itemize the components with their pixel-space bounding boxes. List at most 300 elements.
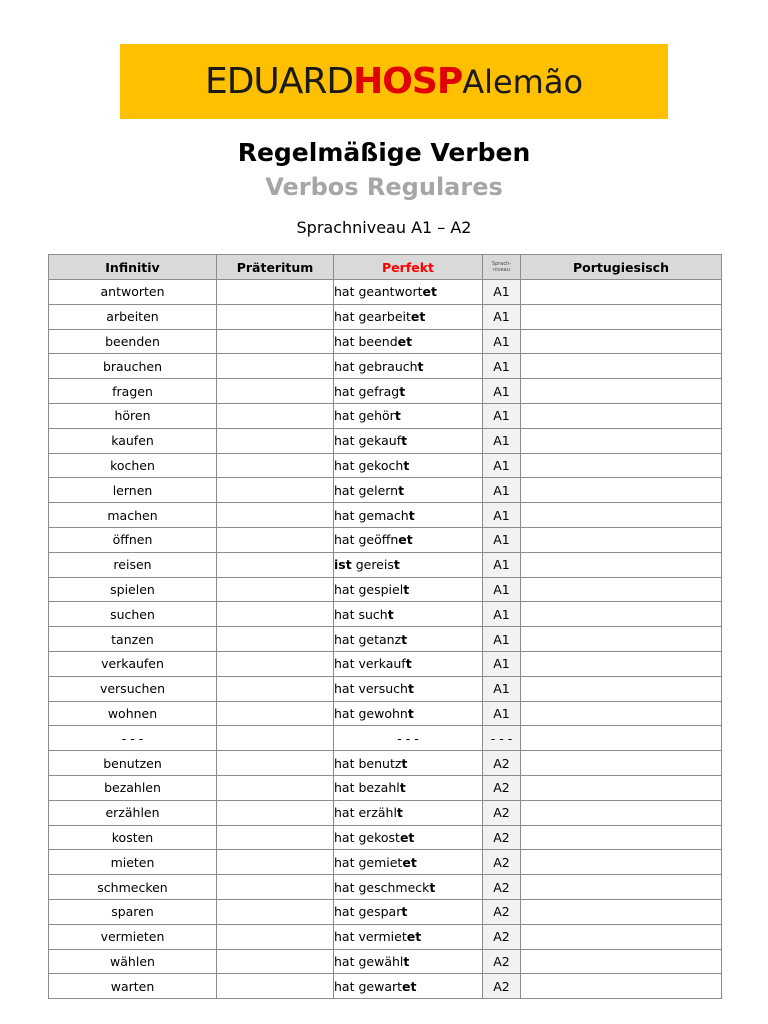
perfekt-stem: gebrauch: [358, 358, 418, 374]
table-row: [49, 280, 722, 305]
table-row: [49, 428, 722, 453]
portugiesisch-cell: [521, 428, 722, 453]
header-portugiesisch: Portugiesisch: [521, 255, 722, 280]
perfekt-aux: hat: [334, 333, 355, 349]
infinitiv-cell: [49, 577, 217, 602]
perfekt-ending: t: [399, 383, 406, 399]
perfekt-aux: hat: [334, 705, 355, 721]
perfekt-stem: - - -: [397, 730, 419, 746]
perfekt-cell: [334, 403, 483, 428]
level-text: A1: [493, 408, 510, 424]
table-row: [49, 627, 722, 652]
infinitiv-text: arbeiten: [106, 309, 159, 325]
portugiesisch-cell: [521, 875, 722, 900]
perfekt-aux: ist: [334, 557, 352, 573]
portugiesisch-cell: [521, 701, 722, 726]
praeteritum-cell: [217, 676, 334, 701]
level-cell: [483, 552, 521, 577]
perfekt-ending: t: [387, 606, 394, 622]
level-text: A1: [493, 457, 510, 473]
brand-part-alemao: Alemão: [462, 63, 584, 101]
table-row: [49, 974, 722, 999]
infinitiv-cell: [49, 552, 217, 577]
praeteritum-cell: [217, 949, 334, 974]
perfekt-ending: t: [401, 631, 408, 647]
perfekt-stem: vermiet: [358, 929, 407, 945]
perfekt-aux: hat: [334, 606, 355, 622]
level-cell: [483, 379, 521, 404]
level-text: A1: [493, 705, 510, 721]
infinitiv-text: benutzen: [103, 755, 162, 771]
portugiesisch-cell: [521, 651, 722, 676]
level-text: A1: [493, 482, 510, 498]
perfekt-cell: [334, 701, 483, 726]
perfekt-ending: t: [403, 953, 410, 969]
perfekt-aux: hat: [334, 284, 355, 300]
perfekt-stem: gemach: [358, 507, 409, 523]
portugiesisch-cell: [521, 627, 722, 652]
perfekt-ending: et: [402, 854, 417, 870]
level-text: A2: [493, 780, 510, 796]
perfekt-ending: t: [407, 681, 414, 697]
praeteritum-cell: [217, 577, 334, 602]
perfekt-ending: t: [399, 780, 406, 796]
infinitiv-text: öffnen: [112, 532, 153, 548]
perfekt-cell: [334, 949, 483, 974]
portugiesisch-cell: [521, 924, 722, 949]
portugiesisch-cell: [521, 676, 722, 701]
perfekt-ending: t: [401, 433, 408, 449]
perfekt-stem: gewähl: [358, 953, 404, 969]
perfekt-stem: gekost: [358, 829, 400, 845]
infinitiv-text: verkaufen: [101, 656, 164, 672]
perfekt-cell: [334, 850, 483, 875]
portugiesisch-cell: [521, 577, 722, 602]
perfekt-aux: hat: [334, 904, 355, 920]
portugiesisch-cell: [521, 304, 722, 329]
perfekt-stem: verkauf: [358, 656, 406, 672]
portugiesisch-cell: [521, 949, 722, 974]
infinitiv-text: kaufen: [111, 433, 154, 449]
perfekt-aux: hat: [334, 309, 355, 325]
perfekt-aux: hat: [334, 953, 355, 969]
level-cell: [483, 850, 521, 875]
portugiesisch-cell: [521, 726, 722, 751]
level-text: A1: [493, 581, 510, 597]
perfekt-ending: t: [398, 482, 405, 498]
perfekt-ending: t: [401, 904, 408, 920]
perfekt-cell: [334, 974, 483, 999]
perfekt-cell: [334, 651, 483, 676]
perfekt-stem: gemiet: [358, 854, 403, 870]
praeteritum-cell: [217, 329, 334, 354]
infinitiv-text: lernen: [112, 482, 153, 498]
level-text: A1: [493, 681, 510, 697]
perfekt-stem: bezahl: [358, 780, 400, 796]
perfekt-stem: gearbeit: [358, 309, 411, 325]
infinitiv-cell: [49, 974, 217, 999]
verbs-table: [48, 254, 722, 999]
brand-part-hosp: HOSP: [353, 61, 463, 102]
infinitiv-text: kochen: [110, 457, 155, 473]
infinitiv-text: vermieten: [100, 929, 165, 945]
perfekt-ending: t: [403, 581, 410, 597]
table-row: [49, 751, 722, 776]
perfekt-stem: beend: [358, 333, 398, 349]
praeteritum-cell: [217, 651, 334, 676]
perfekt-stem: benutz: [358, 755, 402, 771]
infinitiv-cell: [49, 651, 217, 676]
perfekt-cell: [334, 899, 483, 924]
perfekt-ending: t: [417, 358, 424, 374]
infinitiv-cell: [49, 825, 217, 850]
perfekt-stem: gespar: [358, 904, 402, 920]
header-perfekt: Perfekt: [334, 255, 483, 280]
perfekt-cell: [334, 428, 483, 453]
perfekt-cell: [334, 552, 483, 577]
perfekt-ending: t: [405, 656, 412, 672]
table-row: [49, 825, 722, 850]
table-row: [49, 453, 722, 478]
level-text: A2: [493, 953, 510, 969]
perfekt-cell: [334, 329, 483, 354]
infinitiv-cell: [49, 899, 217, 924]
table-row: [49, 651, 722, 676]
level-cell: [483, 428, 521, 453]
infinitiv-cell: [49, 304, 217, 329]
perfekt-cell: [334, 676, 483, 701]
perfekt-ending: et: [398, 532, 413, 548]
level-text: A2: [493, 978, 510, 994]
level-text: A2: [493, 805, 510, 821]
praeteritum-cell: [217, 379, 334, 404]
infinitiv-cell: [49, 850, 217, 875]
praeteritum-cell: [217, 701, 334, 726]
perfekt-aux: hat: [334, 929, 355, 945]
perfekt-stem: gewohn: [358, 705, 408, 721]
infinitiv-text: reisen: [113, 557, 152, 573]
portugiesisch-cell: [521, 329, 722, 354]
perfekt-aux: hat: [334, 854, 355, 870]
infinitiv-cell: [49, 924, 217, 949]
level-cell: [483, 304, 521, 329]
page-subtitle: Verbos Regulares: [265, 173, 503, 201]
table-header-row: [49, 255, 722, 280]
perfekt-stem: gekauf: [358, 433, 402, 449]
logo-banner: [120, 44, 668, 119]
level-text: - - -: [490, 730, 513, 746]
portugiesisch-cell: [521, 354, 722, 379]
praeteritum-cell: [217, 974, 334, 999]
praeteritum-cell: [217, 751, 334, 776]
table-row: [49, 924, 722, 949]
portugiesisch-cell: [521, 453, 722, 478]
perfekt-cell: [334, 478, 483, 503]
infinitiv-text: hören: [114, 408, 151, 424]
level-text: A2: [493, 854, 510, 870]
level-cell: [483, 974, 521, 999]
brand-logo: [205, 61, 583, 102]
level-cell: [483, 800, 521, 825]
infinitiv-cell: [49, 775, 217, 800]
infinitiv-cell: [49, 403, 217, 428]
level-text: A2: [493, 929, 510, 945]
level-cell: [483, 651, 521, 676]
praeteritum-cell: [217, 875, 334, 900]
level-cell: [483, 354, 521, 379]
level-text: A1: [493, 383, 510, 399]
infinitiv-cell: [49, 428, 217, 453]
infinitiv-cell: [49, 701, 217, 726]
perfekt-ending: t: [403, 457, 410, 473]
portugiesisch-cell: [521, 974, 722, 999]
table-row: [49, 602, 722, 627]
perfekt-stem: gekoch: [358, 457, 404, 473]
perfekt-aux: hat: [334, 656, 355, 672]
infinitiv-text: tanzen: [111, 631, 154, 647]
level-text: A1: [493, 333, 510, 349]
table-row: [49, 527, 722, 552]
perfekt-cell: [334, 354, 483, 379]
perfekt-stem: gereis: [355, 557, 394, 573]
level-cell: [483, 403, 521, 428]
perfekt-ending: t: [408, 507, 415, 523]
perfekt-aux: hat: [334, 805, 355, 821]
praeteritum-cell: [217, 304, 334, 329]
praeteritum-cell: [217, 403, 334, 428]
level-cell: [483, 627, 521, 652]
perfekt-stem: versuch: [358, 681, 408, 697]
portugiesisch-cell: [521, 280, 722, 305]
perfekt-aux: hat: [334, 581, 355, 597]
table-row: [49, 899, 722, 924]
perfekt-cell: [334, 304, 483, 329]
infinitiv-text: mieten: [110, 854, 155, 870]
praeteritum-cell: [217, 850, 334, 875]
infinitiv-text: - - -: [121, 730, 144, 746]
perfekt-cell: [334, 503, 483, 528]
level-cell: [483, 726, 521, 751]
level-cell: [483, 478, 521, 503]
perfekt-cell: [334, 379, 483, 404]
table-row: [49, 949, 722, 974]
level-text: A1: [493, 433, 510, 449]
perfekt-aux: hat: [334, 631, 355, 647]
perfekt-cell: [334, 602, 483, 627]
level-cell: [483, 527, 521, 552]
infinitiv-cell: [49, 379, 217, 404]
table-row: [49, 354, 722, 379]
infinitiv-cell: [49, 751, 217, 776]
level-cell: [483, 280, 521, 305]
infinitiv-cell: [49, 875, 217, 900]
portugiesisch-cell: [521, 899, 722, 924]
perfekt-aux: hat: [334, 978, 355, 994]
infinitiv-text: suchen: [110, 606, 155, 622]
portugiesisch-cell: [521, 850, 722, 875]
level-text: A2: [493, 879, 510, 895]
brand-part-eduard: EDUARD: [204, 61, 354, 102]
level-text: A1: [493, 358, 510, 374]
table-row: [49, 379, 722, 404]
infinitiv-cell: [49, 602, 217, 627]
praeteritum-cell: [217, 527, 334, 552]
perfekt-cell: [334, 527, 483, 552]
perfekt-stem: gewart: [358, 978, 403, 994]
praeteritum-cell: [217, 354, 334, 379]
table-row: [49, 403, 722, 428]
perfekt-aux: hat: [334, 780, 355, 796]
portugiesisch-cell: [521, 403, 722, 428]
level-text: A1: [493, 532, 510, 548]
perfekt-stem: gespiel: [358, 581, 404, 597]
infinitiv-text: wohnen: [107, 705, 158, 721]
perfekt-cell: [334, 924, 483, 949]
perfekt-cell: [334, 751, 483, 776]
praeteritum-cell: [217, 775, 334, 800]
infinitiv-cell: [49, 453, 217, 478]
portugiesisch-cell: [521, 751, 722, 776]
praeteritum-cell: [217, 280, 334, 305]
level-cell: [483, 924, 521, 949]
praeteritum-cell: [217, 924, 334, 949]
portugiesisch-cell: [521, 503, 722, 528]
infinitiv-text: kosten: [111, 829, 154, 845]
header-sprachniveau-line2: niveau: [493, 267, 510, 273]
table-row: [49, 726, 722, 751]
perfekt-cell: [334, 280, 483, 305]
infinitiv-text: erzählen: [105, 805, 160, 821]
level-cell: [483, 453, 521, 478]
perfekt-cell: [334, 726, 483, 751]
infinitiv-text: wählen: [110, 953, 155, 969]
infinitiv-text: machen: [107, 507, 158, 523]
perfekt-ending: t: [394, 408, 401, 424]
perfekt-stem: such: [358, 606, 388, 622]
header-sprachniveau: [483, 255, 521, 280]
perfekt-aux: hat: [334, 681, 355, 697]
table-row: [49, 503, 722, 528]
praeteritum-cell: [217, 428, 334, 453]
praeteritum-cell: [217, 478, 334, 503]
perfekt-aux: hat: [334, 408, 355, 424]
level-text: A1: [493, 656, 510, 672]
level-cell: [483, 825, 521, 850]
perfekt-ending: et: [410, 309, 426, 325]
infinitiv-text: bezahlen: [104, 780, 161, 796]
level-cell: [483, 949, 521, 974]
infinitiv-cell: [49, 527, 217, 552]
perfekt-ending: t: [429, 879, 436, 895]
perfekt-cell: [334, 800, 483, 825]
portugiesisch-cell: [521, 552, 722, 577]
table-row: [49, 875, 722, 900]
perfekt-aux: hat: [334, 507, 355, 523]
header-praeteritum: Präteritum: [217, 255, 334, 280]
perfekt-stem: geöffn: [358, 532, 399, 548]
table-row: [49, 552, 722, 577]
level-text: A1: [493, 507, 510, 523]
level-cell: [483, 329, 521, 354]
infinitiv-text: beenden: [105, 333, 160, 349]
perfekt-stem: getanz: [358, 631, 402, 647]
praeteritum-cell: [217, 899, 334, 924]
infinitiv-text: versuchen: [99, 681, 166, 697]
portugiesisch-cell: [521, 379, 722, 404]
level-cell: [483, 899, 521, 924]
perfekt-aux: hat: [334, 433, 355, 449]
infinitiv-text: warten: [110, 978, 155, 994]
table-row: [49, 850, 722, 875]
infinitiv-cell: [49, 478, 217, 503]
perfekt-ending: t: [407, 705, 414, 721]
perfekt-ending: t: [393, 557, 400, 573]
perfekt-aux: hat: [334, 358, 355, 374]
perfekt-cell: [334, 875, 483, 900]
infinitiv-cell: [49, 800, 217, 825]
level-cell: [483, 875, 521, 900]
perfekt-ending: t: [396, 805, 403, 821]
perfekt-stem: gelern: [358, 482, 399, 498]
infinitiv-cell: [49, 627, 217, 652]
perfekt-aux: hat: [334, 532, 355, 548]
page-title: Regelmäßige Verben: [237, 138, 531, 167]
portugiesisch-cell: [521, 800, 722, 825]
praeteritum-cell: [217, 726, 334, 751]
perfekt-aux: hat: [334, 482, 355, 498]
infinitiv-text: antworten: [100, 284, 165, 300]
infinitiv-text: schmecken: [97, 879, 168, 895]
portugiesisch-cell: [521, 602, 722, 627]
portugiesisch-cell: [521, 527, 722, 552]
table-row: [49, 577, 722, 602]
perfekt-ending: et: [399, 829, 415, 845]
infinitiv-cell: [49, 354, 217, 379]
level-text: A1: [493, 309, 510, 325]
portugiesisch-cell: [521, 775, 722, 800]
perfekt-aux: hat: [334, 879, 355, 895]
infinitiv-text: brauchen: [102, 358, 163, 374]
level-text: A1: [493, 284, 510, 300]
portugiesisch-cell: [521, 478, 722, 503]
table-row: [49, 304, 722, 329]
infinitiv-cell: [49, 726, 217, 751]
table-row: [49, 701, 722, 726]
table-row: [49, 478, 722, 503]
infinitiv-cell: [49, 503, 217, 528]
table-row: [49, 775, 722, 800]
level-text: A2: [493, 904, 510, 920]
perfekt-cell: [334, 627, 483, 652]
perfekt-cell: [334, 453, 483, 478]
perfekt-aux: hat: [334, 755, 355, 771]
level-text: A1: [493, 557, 510, 573]
perfekt-stem: geantwort: [358, 284, 423, 300]
praeteritum-cell: [217, 503, 334, 528]
table-body: [49, 280, 722, 999]
perfekt-aux: hat: [334, 457, 355, 473]
level-cell: [483, 602, 521, 627]
perfekt-ending: t: [401, 755, 408, 771]
infinitiv-cell: [49, 280, 217, 305]
praeteritum-cell: [217, 627, 334, 652]
perfekt-stem: geschmeck: [358, 879, 430, 895]
level-cell: [483, 676, 521, 701]
level-cell: [483, 701, 521, 726]
header-sprachniveau-line1: Sprach-: [491, 261, 512, 267]
perfekt-ending: et: [402, 978, 417, 994]
perfekt-stem: gefrag: [358, 383, 400, 399]
